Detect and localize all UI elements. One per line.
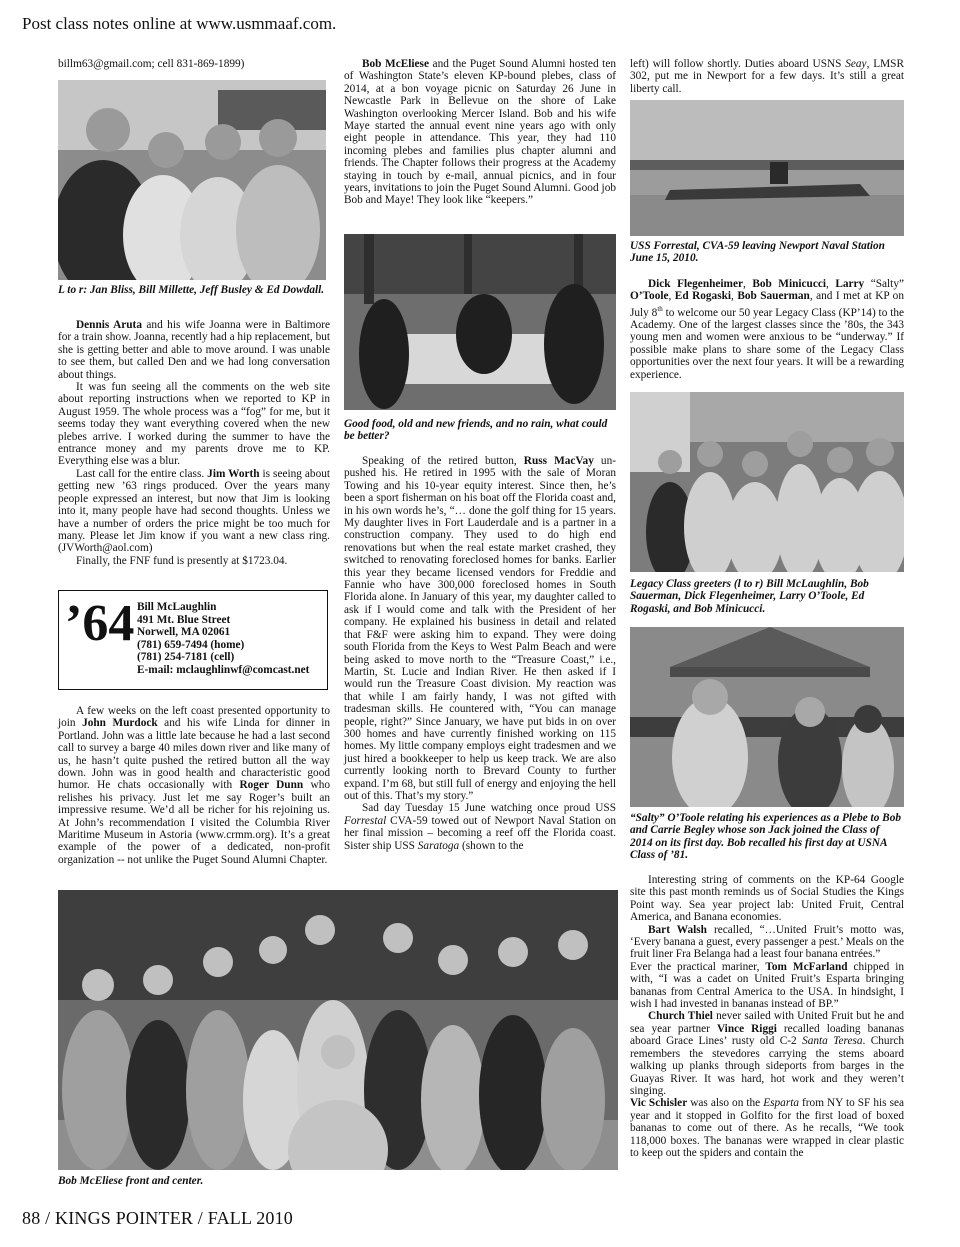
person-name: Bart Walsh <box>648 923 707 936</box>
contact-phone-cell: (781) 254-7181 (cell) <box>137 651 235 664</box>
ship-name: Saratoga <box>417 839 460 852</box>
person-name: O’Toole <box>630 290 669 303</box>
column-1-body <box>58 319 330 567</box>
paragraph: Dennis Aruta and his wife Joanna were in Baltimore for a train show. Joanna, recently had a hip replacement, but she is getting better and able to move around. I was unable to see them, but called Den and we had long conversation about things. <box>58 319 330 381</box>
person-name: Bob McEliese <box>362 58 429 70</box>
caption-photo-2: Good food, old and new friends, and no rain, what could be better? <box>344 418 608 443</box>
class-year: ’64 <box>65 595 135 652</box>
photo-legacy-greeters <box>630 392 904 572</box>
paragraph: Last call for the entire class. Jim Worth is seeing about getting new ’63 rings produced. Over the years many people expressed an interest, but now that Jim is looking into it, many people have had second thoughts. Unless we have a number of orders the price might be too much for many. Please let Jim know if you want a new class ring. (JVWorth@aol.com) <box>58 467 331 555</box>
photo-plebes-group <box>58 890 618 1170</box>
column-3-body-1 <box>630 278 904 381</box>
person-name: Vic Schisler <box>630 1097 688 1110</box>
contact-name: Bill McLaughlin <box>137 601 217 613</box>
ship-name: Esparta <box>763 1097 799 1110</box>
ship-name: Seay <box>845 58 867 70</box>
person-name: Larry <box>835 278 865 290</box>
caption-photo-6: Bob McEliese front and center. <box>58 1175 204 1187</box>
paragraph: Dick Flegenheimer, Bob Minicucci, Larry “Salty” O’Toole, Ed Rogaski, Bob Sauerman, and I met at KP on July 8th to welcome our 50 year Legacy Class (KP’14) to the Academy. One of the largest classes since the ’80s, the 343 young men and women were anxious to be “underway.” If possible make plans to share some of the Legacy Class opportunities over the next four years. It will be a rewarding experience. <box>630 278 904 381</box>
person-name: Russ MacVay <box>523 455 594 467</box>
ship-name: Forrestal <box>344 814 387 827</box>
paragraph: Ever the practical mariner, Tom McFarland chipped in with, “I was a cadet on United Fruit’s Esparta bringing bananas from Central America to the USA. In hindsight, I wish I had invested in bananas instead of BP.” <box>630 960 904 1011</box>
person-name: Dennis Aruta <box>76 319 142 331</box>
caption-photo-3: USS Forrestal, CVA-59 leaving Newport Naval Station June 15, 2010. <box>630 240 885 265</box>
column-1-top <box>58 58 330 70</box>
person-name: Church Thiel <box>648 1010 713 1023</box>
column-2-top <box>344 58 616 207</box>
paragraph: left) will follow shortly. Duties aboard USNS Seay, LMSR 302, put me in Newport for a few days. It’s still a great liberty call. <box>630 58 904 95</box>
person-name: Tom McFarland <box>765 960 848 973</box>
paragraph: Sad day Tuesday 15 June watching once proud USS Forrestal CVA-59 towed out of Newport Naval Station on her final mission – becoming a reef off the Florida coast. Sister ship USS Saratoga (shown to the <box>344 802 616 852</box>
photo-salty-otoole <box>630 627 904 807</box>
photo-four-men <box>58 80 326 280</box>
column-1-lower <box>58 705 330 866</box>
column-3-body-2 <box>630 874 904 1159</box>
photo-uss-forrestal <box>630 100 904 236</box>
paragraph: A few weeks on the left coast presented opportunity to join John Murdock and his wife Linda for dinner in Portland. John was a little late because he had a last second call to survey a barge 40 miles down river and like many of us, he hasn’t quite pushed the retired button all the way down. John was in good health and characteristic good humor. He chats occasionally with Roger Dunn who relishes his privacy. Just let me say Roger’s built an impressive resume. We’d all be richer for his rejoining us. At John’s recommendation I visited the Columbia River Maritime Museum in Astoria (www.crmm.org). It’s a great example of the power of a dedicated, non-profit organization -- not unlike the Puget Sound Alumni Chapter. <box>58 705 331 866</box>
class-64-contact-box <box>58 590 328 690</box>
paragraph: Bob McEliese and the Puget Sound Alumni hosted ten of Washington State’s eleven KP-bound plebes, class of 2014, at a bon voyage picnic on Saturday 26 June in Newcastle Park in Bellevue on the shore of Lake Washington overlooking Mercer Island. Bob and his wife Maye started the annual event nine years ago with only eight people in attendance. This year, they had 110 incoming plebes and families plus chapter alumni and friends. The Chapter follows their progress at the Academy staying in touch by e-mail, annual picnics, and in four years, invitations to join the Puget Sound Alumni. Good job Bob and Maye! They look like “keepers.” <box>344 58 616 207</box>
paragraph: Church Thiel never sailed with United Fruit but he and sea year partner Vince Riggi recalled loading bananas aboard Grace Lines’ rusty old C-2 Santa Teresa. Church remembers the stevedores carrying the stems aboard walking up planks through sideports from barges in the Guayas River. It was hard, hot work and they weren’t singing. <box>630 1010 905 1097</box>
page-footer: 88 / KINGS POINTER / FALL 2010 <box>22 1208 293 1228</box>
contact-city: Norwell, MA 02061 <box>137 626 231 639</box>
person-name: Bob Minicucci <box>752 278 826 290</box>
paragraph: Vic Schisler was also on the Esparta from NY to SF his sea year and it stopped in Golfito for the first load of boxed bananas to come out of there. As he recalls, “We took 118,000 boxes. The bananas were wrapped in clear plastic to keep out the spiders and contain the <box>630 1097 904 1159</box>
photo-picnic <box>344 234 616 410</box>
ship-name: Santa Teresa <box>802 1035 863 1048</box>
paragraph: Bart Walsh recalled, “…United Fruit’s motto was, ‘Every banana a guest, every passenger a pest.’ Meals on the fruit liner Fra Belanga had a least four banana entrées.” <box>630 923 904 961</box>
person-name: Bob Sauerman <box>737 290 810 303</box>
paragraph: It was fun seeing all the comments on the web site about reporting instructions when we reported to KP in August 1959. The whole process was a “fog” for me, but it seems today they want everything covered when the new plebes arrive. I worked during the summer to have the entrance money and my parents drove me to KP. Everything else was a blur. <box>58 381 330 468</box>
contact-line: billm63@gmail.com; cell 831-869-1899) <box>58 58 245 70</box>
caption-photo-4: Legacy Class greeters (l to r) Bill McLaughlin, Bob Sauerman, Dick Flegenheimer, Larry O’Toole, Ed Rogaski, and Bob Minicucci. <box>630 578 869 615</box>
caption-photo-5: “Salty” O’Toole relating his experiences as a Plebe to Bob and Carrie Begley whose son Jack joined the Class of 2014 on its first day. Bob recalled his first day at USNA Class of ’81. <box>630 812 902 862</box>
column-3-top <box>630 58 904 95</box>
caption-photo-1: L to r: Jan Bliss, Bill Millette, Jeff Busley & Ed Dowdall. <box>58 284 325 296</box>
paragraph: Finally, the FNF fund is presently at $1723.04. <box>76 554 288 567</box>
person-name: Roger Dunn <box>239 779 304 792</box>
person-name: Vince Riggi <box>716 1022 777 1035</box>
contact-phone-home: (781) 659-7494 (home) <box>137 638 245 651</box>
person-name: Ed Rogaski <box>674 290 732 303</box>
paragraph: Speaking of the retired button, Russ MacVay un-pushed his. He retired in 1995 with the sale of Moran Towing and his 10-year equity interest. Since then, he’s been a sport fisherman on his boat off the Florida coast and, in his own words he’s, “… done the golf thing for 15 years. My daughter lives in Fort Lauderdale and is a partner in a construction company. They used to do high end renovations but when the real estate market crashed, they switched to renovating foreclosed homes for banks. Earlier this year they became licensed vendors for Freddie and Fannie who have 300,000 foreclosed homes in South Florida alone. In January of this year, my daughter called to ask if I would come and talk with the President of her company. He explained his business in detail and related that F&F were asking him to expand. They were doing south Florida from the Keys to West Palm Beach and were being asked to move north to the “Treasure Coast,” i.e., Martin, St. Lucie and Indian River. He then asked if I would run the Treasure Coast division. My reaction was that while I am fairly handy, I was not gifted with tradesman skills. He countered with, “You can manage people, right?” Since January, we have put bids in on over 300 homes and have currently finished working on 115 homes. My little company employs eight tradesmen and we just hired a bookkeeper to help us keep track. We are also currently looking north to Brevard County to further expand. I’m 68, but still full of energy and enjoying the hell out of this. That’s my story.” <box>344 455 616 802</box>
paragraph: Interesting string of comments on the KP-64 Google site this past month reminds us of Social Studies the Kings Point way. Sea year project lab: United Fruit, Central America, and Banana economies. <box>630 874 904 924</box>
contact-street: 491 Mt. Blue Street <box>137 613 231 626</box>
person-name: Dick Flegenheimer <box>648 278 743 290</box>
person-name: John Murdock <box>82 717 158 730</box>
page-header: Post class notes online at www.usmmaaf.com. <box>22 14 337 33</box>
class-contact-info <box>137 601 309 677</box>
contact-email: E-mail: mclaughlinwf@comcast.net <box>137 663 310 676</box>
person-name: Jim Worth <box>207 467 260 480</box>
column-2-body <box>344 455 616 852</box>
